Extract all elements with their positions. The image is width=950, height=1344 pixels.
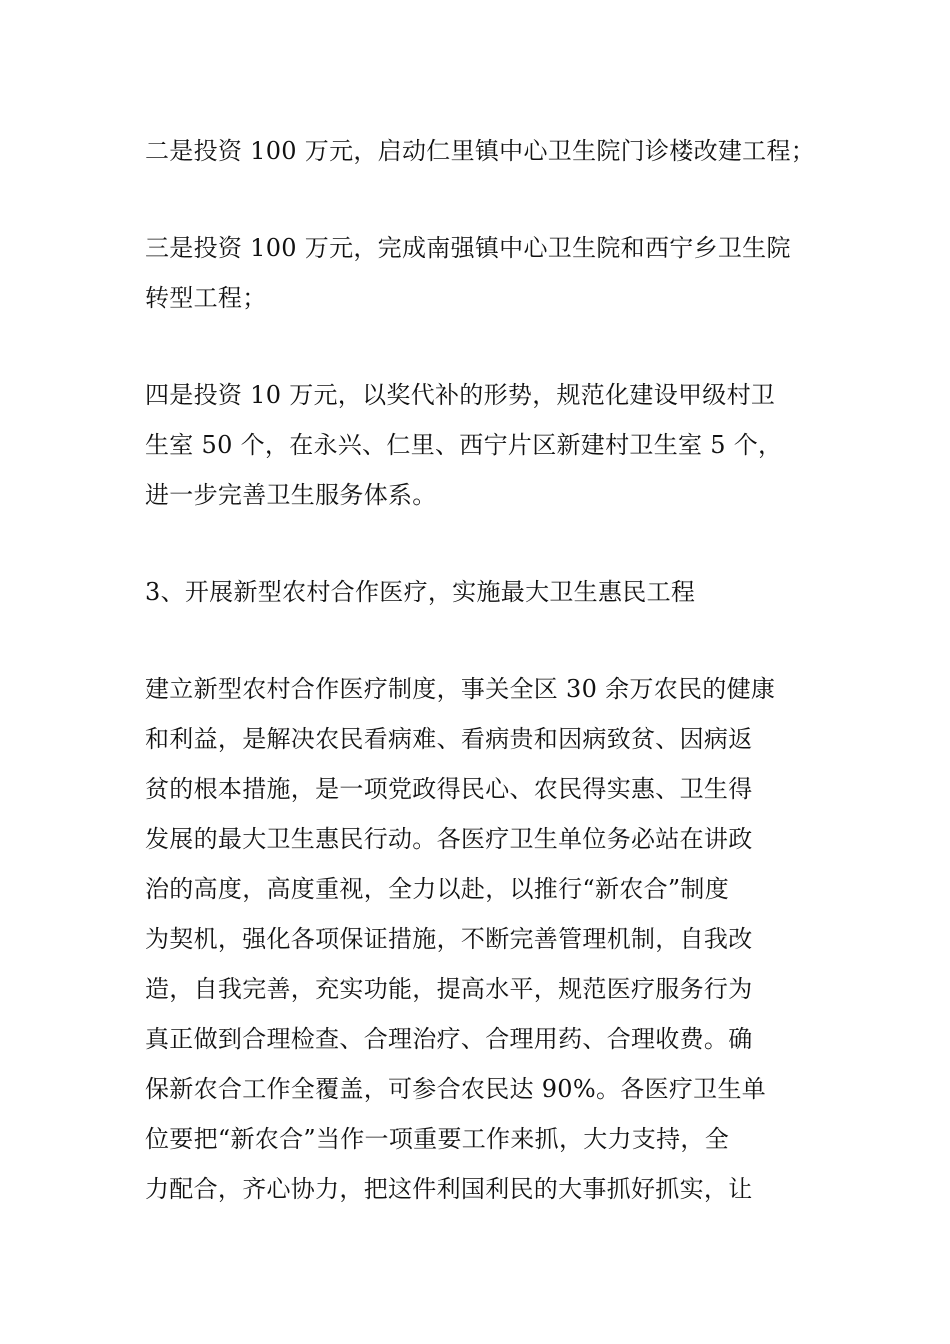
text-line: 生室 50 个，在永兴、仁里、西宁片区新建村卫生室 5 个， — [145, 431, 783, 459]
text-line: 真正做到合理检查、合理治疗、合理用药、合理收费。确 — [145, 1025, 753, 1053]
text-line: 和利益，是解决农民看病难、看病贵和因病致贫、因病返 — [145, 725, 753, 753]
text-line: 位要把“新农合”当作一项重要工作来抓，大力支持，全 — [145, 1125, 730, 1153]
text-line: 贫的根本措施，是一项党政得民心、农民得实惠、卫生得 — [145, 775, 753, 803]
text-line: 二是投资 100 万元，启动仁里镇中心卫生院门诊楼改建工程； — [145, 137, 816, 165]
text-line: 造，自我完善，充实功能，提高水平，规范医疗服务行为 — [145, 975, 753, 1003]
text-line: 三是投资 100 万元，完成南强镇中心卫生院和西宁乡卫生院 — [145, 234, 791, 262]
text-line: 力配合，齐心协力，把这件利国利民的大事抓好抓实，让 — [145, 1175, 753, 1203]
text-line: 进一步完善卫生服务体系。 — [145, 481, 437, 509]
paragraph-item-2 — [145, 126, 825, 176]
section-heading — [145, 567, 825, 617]
heading-text: 3、开展新型农村合作医疗，实施最大卫生惠民工程 — [145, 578, 696, 606]
body-paragraph — [145, 664, 825, 1214]
text-line: 建立新型农村合作医疗制度，事关全区 30 余万农民的健康 — [145, 675, 776, 703]
text-line: 四是投资 10 万元，以奖代补的形势，规范化建设甲级村卫 — [145, 381, 776, 409]
text-line: 发展的最大卫生惠民行动。各医疗卫生单位务必站在讲政 — [145, 825, 753, 853]
text-line: 为契机，强化各项保证措施，不断完善管理机制，自我改 — [145, 925, 753, 953]
text-line: 保新农合工作全覆盖，可参合农民达 90%。各医疗卫生单 — [145, 1075, 767, 1103]
paragraph-item-4 — [145, 370, 825, 520]
text-line: 治的高度，高度重视，全力以赴，以推行“新农合”制度 — [145, 875, 730, 903]
text-line: 转型工程； — [145, 284, 267, 312]
document-page — [145, 126, 825, 1261]
paragraph-item-3 — [145, 223, 825, 323]
